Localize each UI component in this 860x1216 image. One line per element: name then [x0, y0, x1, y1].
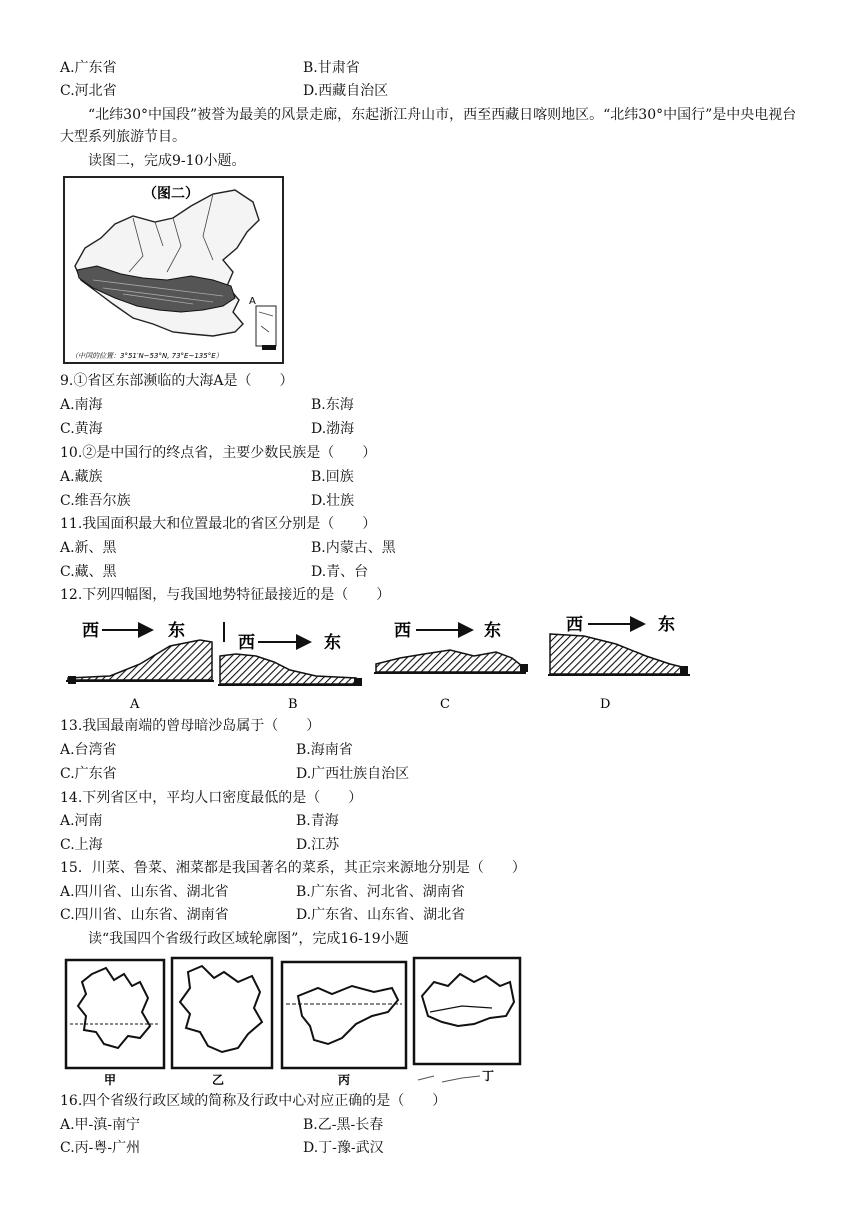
outline-bing-label: 丙 [338, 1073, 351, 1087]
q13-option-c: C.广东省 [60, 766, 117, 782]
q11-stem: 11.我国面积最大和位置最北的省区分别是（ ） [60, 516, 377, 532]
q9-option-c: C.黄海 [60, 421, 103, 437]
profile-d-west: 西 [566, 615, 583, 635]
q15-option-b: B.广东省、河北省、湖南省 [296, 884, 465, 900]
q15-option-a: A.四川省、山东省、湖北省 [60, 884, 229, 900]
profile-c-west: 西 [394, 621, 411, 641]
outline-yi [172, 958, 272, 1087]
intro-instruction: 读图二，完成9-10小题。 [88, 153, 246, 169]
profile-c [374, 620, 528, 712]
q13-option-a: A.台湾省 [60, 742, 117, 758]
terrain-profiles-figure [60, 608, 700, 716]
q10-stem: 10.②是中国行的终点省，主要少数民族是（ ） [60, 445, 377, 461]
profile-b [218, 622, 362, 712]
profile-c-label: C [440, 697, 450, 712]
map-title: （图二） [143, 186, 199, 202]
profile-a [66, 620, 214, 712]
q12-stem: 12.下列四幅图，与我国地势特征最接近的是（ ） [60, 587, 391, 603]
q13-option-b: B.海南省 [296, 742, 353, 758]
q16-option-b: B.乙-黑-长春 [303, 1117, 384, 1133]
profile-a-east: 东 [168, 621, 185, 641]
outline-jia-label: 甲 [104, 1073, 117, 1087]
q9-option-b: B.东海 [311, 397, 354, 413]
outline-instruction: 读“我国四个省级行政区域轮廓图”，完成16-19小题 [88, 931, 409, 947]
q15-option-d: D.广东省、山东省、湖北省 [296, 907, 466, 923]
profile-d-label: D [600, 697, 611, 712]
q11-option-a: A.新、黑 [60, 540, 117, 556]
intro-paragraph: “北纬30°中国段”被誉为最美的风景走廊，东起浙江舟山市，西至西藏日喀则地区。“北纬30°中国行”是中央电视台大型系列旅游节目。 [60, 107, 797, 145]
outline-ding-label: 丁 [482, 1069, 495, 1083]
profile-b-east: 东 [324, 633, 341, 653]
q16-option-a: A.甲-滇-南宁 [60, 1117, 141, 1133]
q14-option-d: D.江苏 [296, 837, 340, 853]
province-outlines-figure [62, 952, 536, 1088]
q8-option-c: C.河北省 [60, 83, 117, 99]
profile-c-east: 东 [484, 621, 501, 641]
q9-option-a: A.南海 [60, 397, 103, 413]
q11-option-b: B.内蒙古、黑 [311, 540, 396, 556]
profile-d [548, 614, 690, 712]
profile-d-east: 东 [658, 615, 675, 635]
q8-option-d: D.西藏自治区 [303, 83, 389, 99]
profile-a-label: A [130, 697, 140, 712]
q9-stem: 9.①省区东部濒临的大海A是（ ） [60, 373, 294, 389]
map-label-a: A [249, 296, 256, 307]
q10-option-d: D.壮族 [311, 493, 355, 509]
map-footnote: （中国的位置：3°51′N~53°N, 73°E~135°E） [71, 352, 223, 360]
profile-b-west: 西 [238, 633, 255, 653]
q10-option-c: C.维吾尔族 [60, 493, 131, 509]
china-map-figure [63, 176, 284, 364]
q13-stem: 13.我国最南端的曾母暗沙岛属于（ ） [60, 718, 321, 734]
outline-ding [414, 958, 520, 1083]
profile-a-west: 西 [82, 621, 99, 641]
outline-yi-label: 乙 [212, 1073, 225, 1087]
q16-option-d: D.丁-豫-武汉 [303, 1140, 384, 1156]
q14-option-c: C.上海 [60, 837, 103, 853]
q10-option-a: A.藏族 [60, 469, 103, 485]
q14-option-b: B.青海 [296, 813, 339, 829]
q11-option-c: C.藏、黑 [60, 564, 117, 580]
q14-stem: 14.下列省区中，平均人口密度最低的是（ ） [60, 790, 363, 806]
profile-b-label: B [288, 697, 298, 712]
q9-option-d: D.渤海 [311, 421, 355, 437]
q16-stem: 16.四个省级行政区域的简称及行政中心对应正确的是（ ） [60, 1093, 447, 1109]
outline-jia [66, 960, 164, 1087]
q8-option-a: A.广东省 [60, 60, 117, 76]
q15-stem: 15．川菜、鲁菜、湘菜都是我国著名的菜系，其正宗来源地分别是（ ） [60, 860, 526, 876]
q10-option-b: B.回族 [311, 469, 354, 485]
q8-option-b: B.甘肃省 [303, 60, 360, 76]
q14-option-a: A.河南 [60, 813, 103, 829]
outline-bing [282, 962, 406, 1087]
q16-option-c: C.丙-粤-广州 [60, 1140, 141, 1156]
q11-option-d: D.青、台 [311, 564, 369, 580]
q15-option-c: C.四川省、山东省、湖南省 [60, 907, 229, 923]
q13-option-d: D.广西壮族自治区 [296, 766, 410, 782]
